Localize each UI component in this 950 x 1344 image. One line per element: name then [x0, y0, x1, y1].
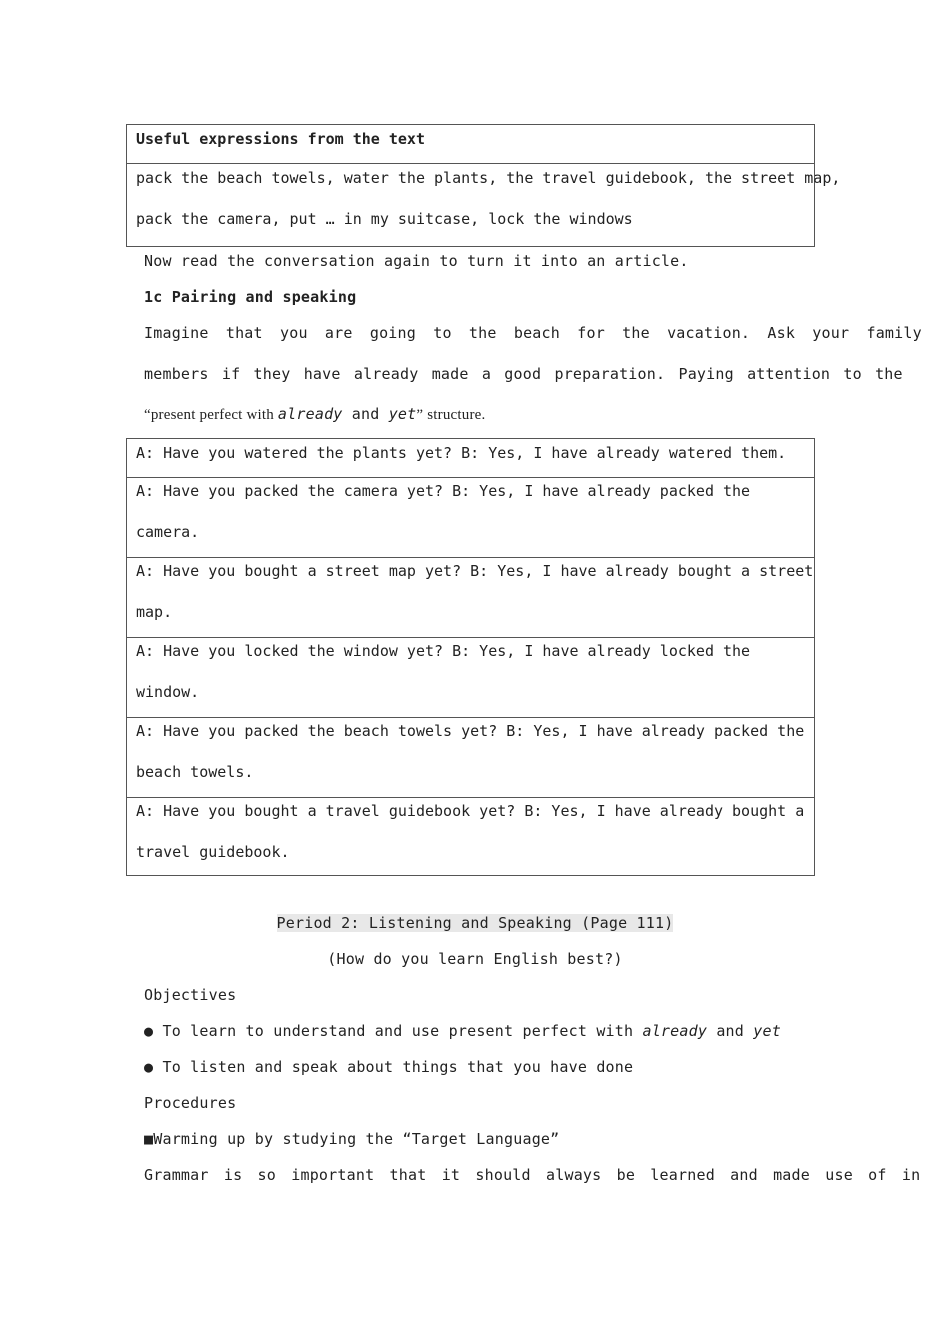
dialog-row	[127, 439, 814, 478]
objective-1	[144, 1022, 781, 1040]
dialog-row-4-line-2: window.	[136, 683, 200, 701]
warming-up-heading: ■Warming up by studying the “Target Language”	[144, 1130, 560, 1148]
dialog-row	[127, 637, 814, 718]
dialog-row	[127, 477, 814, 558]
objective-1-already: already	[642, 1022, 708, 1040]
dialog-row-5-line-2: beach towels.	[136, 763, 254, 781]
grammar-paragraph-text: Grammar is so important that it should always be learned and made use of in	[144, 1166, 921, 1184]
period-2-title: Period 2: Listening and Speaking (Page 111)	[276, 914, 674, 932]
objective-1-and: and	[707, 1022, 754, 1040]
dialog-row-5-line-1: A: Have you packed the beach towels yet? B: Yes, I have already packed the	[136, 722, 805, 740]
grammar-paragraph-line	[144, 1166, 921, 1184]
useful-expressions-line-2: pack the camera, put … in my suitcase, lock the windows	[136, 210, 633, 228]
objective-1-yet: yet	[753, 1022, 781, 1040]
objective-1-text: To learn to understand and use present perfect with	[162, 1022, 643, 1040]
useful-expressions-header-row	[127, 125, 814, 164]
section-title-1c: 1c Pairing and speaking	[144, 288, 357, 306]
period-2-subtitle: (How do you learn English best?)	[327, 950, 623, 968]
bullet-icon: ●	[144, 1058, 154, 1076]
structure-quote-open: “present perfect with	[144, 407, 278, 423]
period-2-title-wrap	[0, 914, 950, 932]
dialog-table	[126, 438, 815, 876]
procedures-label: Procedures	[144, 1094, 237, 1112]
structure-yet: yet	[388, 405, 417, 423]
intro-paragraph-line-1	[144, 324, 922, 342]
structure-quote-close: ” structure.	[416, 407, 486, 423]
intro-paragraph-text-1: Imagine that you are going to the beach for the vacation. Ask your family	[144, 324, 922, 342]
useful-expressions-box	[126, 124, 841, 247]
structure-and: and	[342, 405, 389, 423]
objective-2-text: To listen and speak about things that you have done	[162, 1058, 634, 1076]
dialog-row-4-line-1: A: Have you locked the window yet? B: Yes, I have already locked the	[136, 642, 751, 660]
intro-paragraph-text-2: members if they have already made a good preparation. Paying attention to the	[144, 365, 903, 383]
intro-paragraph-line-2	[144, 365, 903, 383]
read-again-instruction: Now read the conversation again to turn it into an article.	[144, 252, 689, 270]
useful-expressions-header: Useful expressions from the text	[136, 130, 425, 148]
dialog-row-6-line-2: travel guidebook.	[136, 843, 290, 861]
useful-expressions-body-row	[127, 163, 841, 246]
dialog-row-6-line-1: A: Have you bought a travel guidebook yet? B: Yes, I have already bought a	[136, 802, 805, 820]
dialog-row-3-line-2: map.	[136, 603, 173, 621]
dialog-row-3-line-1: A: Have you bought a street map yet? B: Yes, I have already bought a street	[136, 562, 814, 580]
bullet-icon: ●	[144, 1022, 154, 1040]
dialog-row	[127, 717, 814, 798]
objectives-label: Objectives	[144, 986, 237, 1004]
useful-expressions-line-1: pack the beach towels, water the plants, the travel guidebook, the street map,	[136, 169, 841, 187]
dialog-row	[127, 557, 814, 638]
dialog-row-2-line-2: camera.	[136, 523, 200, 541]
dialog-row-1-line-1: A: Have you watered the plants yet? B: Yes, I have already watered them.	[136, 444, 787, 462]
dialog-row	[127, 797, 814, 875]
dialog-row-2-line-1: A: Have you packed the camera yet? B: Yes, I have already packed the	[136, 482, 751, 500]
intro-paragraph-line-3	[144, 405, 485, 424]
structure-already: already	[277, 405, 343, 423]
objective-2	[144, 1058, 633, 1076]
